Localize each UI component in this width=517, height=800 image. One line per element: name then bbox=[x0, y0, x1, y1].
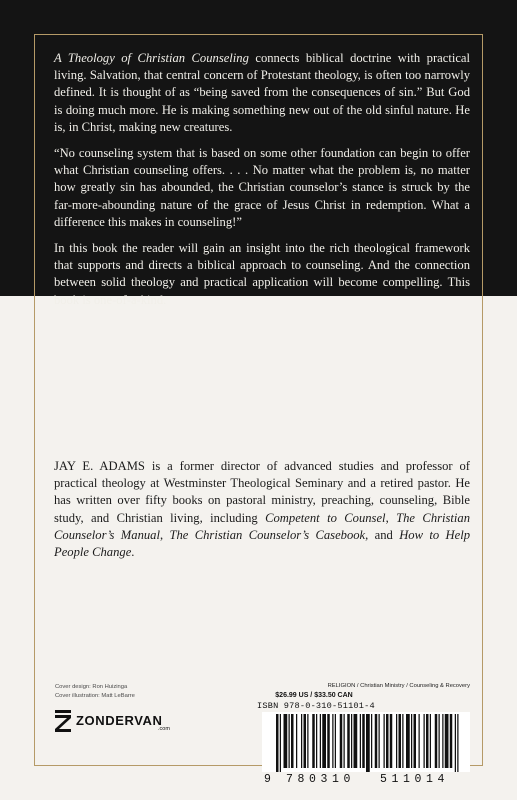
category-label: RELIGION / Christian Ministry / Counseling & Recovery bbox=[327, 683, 470, 689]
back-cover-blurb bbox=[54, 50, 470, 318]
bio-separator: , bbox=[385, 510, 397, 525]
isbn-label: ISBN 978-0-310-51101-4 bbox=[257, 701, 375, 711]
bio-book-2: The Christian Counselor’s Manual bbox=[54, 510, 471, 542]
barcode bbox=[262, 712, 470, 772]
bio-end: . bbox=[131, 545, 135, 560]
author-bio bbox=[54, 458, 470, 561]
blurb-paragraph-1 bbox=[54, 50, 470, 136]
bio-book-3: The Christian Counselor’s Casebook bbox=[169, 527, 366, 542]
bio-book-1: Competent to Counsel bbox=[265, 510, 386, 525]
bio-separator: , bbox=[159, 527, 170, 542]
cover-design-credit: Cover design: Ron Huizinga bbox=[55, 684, 128, 690]
blurb-quote: “No counseling system that is based on some other foundation can begin to offer what Christian counseling offers. . . . No matter what the problem is, no matter how greatly sin has abounded, the Christian counselor’s stance is struck by the far-more-abounding nature of the grace of Jesus Christ in redemption. What a difference this makes in counseling!” bbox=[54, 146, 470, 229]
publisher-name: ZONDERVAN bbox=[76, 713, 163, 728]
bio-separator: , and bbox=[365, 527, 400, 542]
barcode-digit-lead: 9 bbox=[264, 773, 271, 786]
price-label: $26.99 US / $33.50 CAN bbox=[275, 692, 353, 699]
publisher-suffix: .com bbox=[158, 726, 170, 732]
barcode-digit-group-left: 780310 bbox=[286, 773, 356, 786]
blurb-paragraph-3: In this book the reader will gain an insight into the rich theological framework that supports and directs a biblical approach to counseling. And the connection between solid theology and practical application will become compelling. This book is one-of-a-kind. bbox=[54, 241, 470, 307]
book-title: A Theology of Christian Counseling bbox=[54, 51, 249, 65]
zondervan-mark-icon bbox=[55, 710, 71, 732]
cover-credits bbox=[55, 683, 135, 701]
cover-illustration-credit: Cover illustration: Matt LeBarre bbox=[55, 693, 135, 699]
author-bio-text: JAY E. ADAMS is a former director of advanced studies and professor of practical theology at Westminster Theological Seminary and a retired pastor. He has written over fifty books on pastoral ministry, preaching, counseling, Bible study, and Christian living, including bbox=[54, 459, 470, 525]
bio-book-4: How to Help People Change bbox=[54, 527, 470, 560]
barcode-digit-group-right: 511014 bbox=[380, 773, 450, 786]
barcode-icon bbox=[262, 712, 470, 772]
blurb-paragraph-1-text: connects biblical doctrine with practical living. Salvation, that central concern of Protestant theology, is often too narrowly defined. It is thought of as “being saved from the consequences of sin.” But God is doing much more. He is making something new out of the old sinful nature. He is, in Christ, making new creatures. bbox=[54, 51, 470, 134]
